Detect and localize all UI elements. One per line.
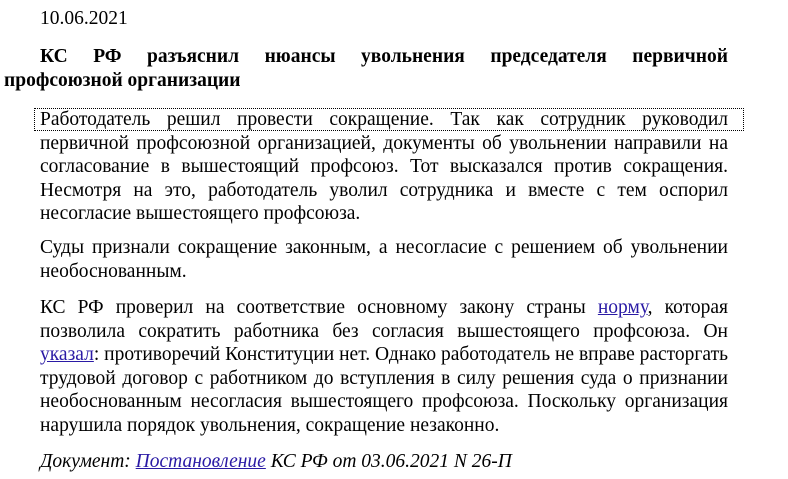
article-title-line2: профсоюзной организации	[4, 69, 241, 91]
paragraph-3-text	[4, 296, 728, 437]
document-rest: КС РФ от 03.06.2021 N 26-П	[265, 451, 512, 472]
paragraph-3-part2: , которая позволила сократить работника без согласия вышестоящего профсоюза. Он	[40, 297, 729, 342]
paragraph-3	[4, 296, 728, 437]
article-title-line1: КС РФ разъяснил нюансы увольнения председателя первичной	[40, 46, 728, 67]
article-title	[4, 45, 728, 92]
paragraph-3-part3: : противоречий Конституции нет. Однако работодатель не вправе расторгать трудовой договор с работником до вступления в силу решения суда о признании необоснованным несогласия вышестоящего профсоюза. Поскольку организация нарушила порядок увольнения, сокращение незаконно.	[40, 344, 728, 436]
link-norm[interactable]: норму	[597, 297, 648, 318]
paragraph-3-part1: КС РФ проверил на соответствие основному закону страны	[40, 297, 598, 318]
paragraph-2-text: Суды признали сокращение законным, а несогласие с решением об увольнении необоснованным.	[40, 237, 728, 282]
article-date: 10.06.2021	[40, 8, 128, 29]
paragraph-1	[4, 108, 728, 226]
paragraph-1-text: Работодатель решил провести сокращение. Так как сотрудник руководил первичной профсоюзной организацией, документы об увольнении направили на согласование в вышестоящий профсоюз. Тот высказался против сокращения. Несмотря на это, работодатель уволил сотрудника и вместе с тем оспорил несогласие вышестоящего профсоюза.	[40, 109, 728, 224]
document-reference	[40, 450, 512, 474]
document-label: Документ:	[40, 451, 136, 472]
paragraph-2	[4, 236, 728, 283]
link-resolution[interactable]: Постановление	[135, 451, 266, 472]
link-indicated[interactable]: указал	[40, 344, 94, 365]
